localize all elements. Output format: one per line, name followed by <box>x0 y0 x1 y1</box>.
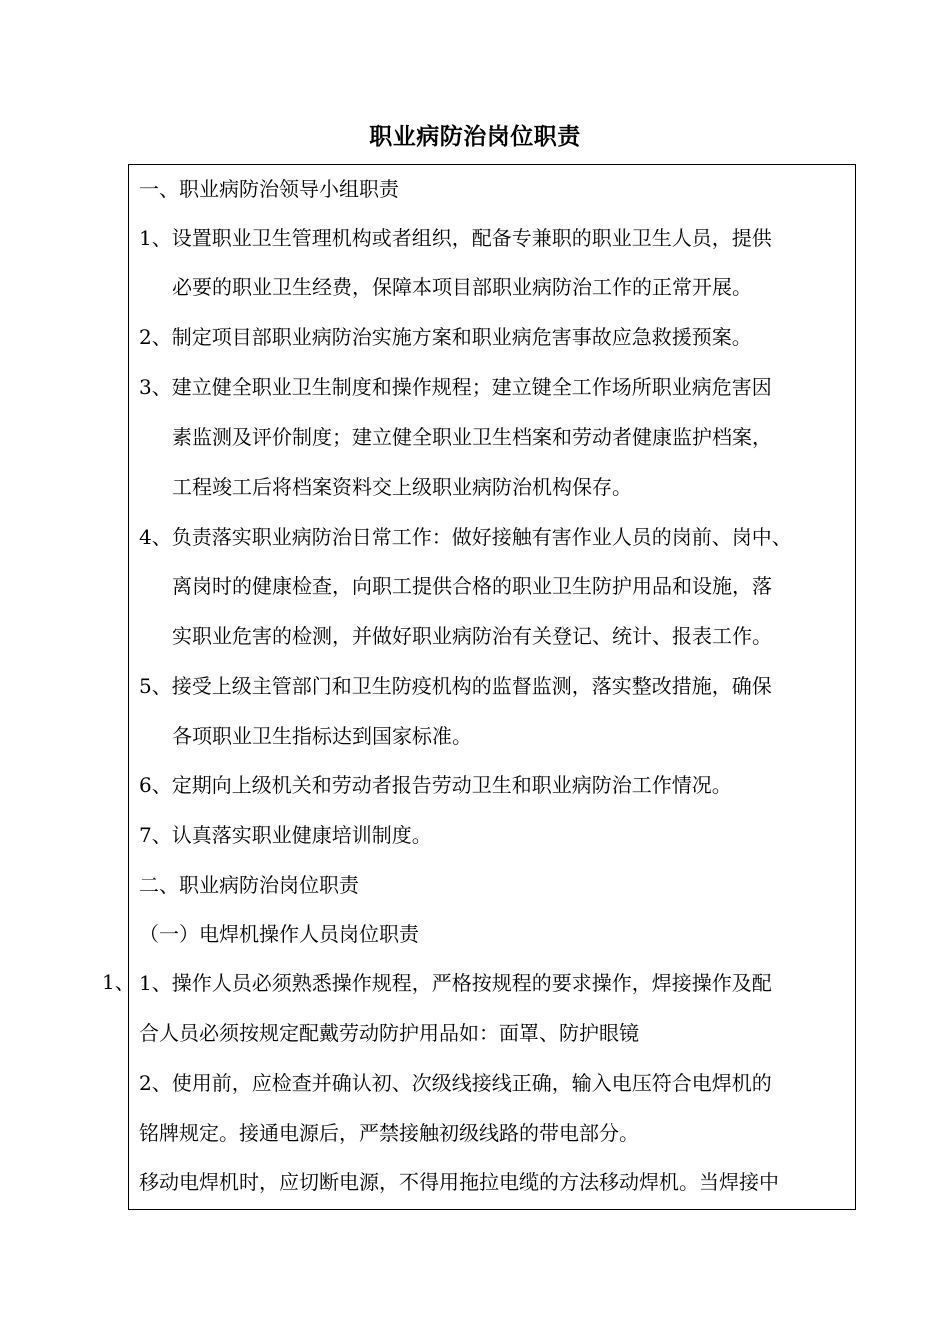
paragraph-line: 3、建立健全职业卫生制度和操作规程；建立键全工作场所职业病危害因 <box>139 375 772 399</box>
paragraph-line: 移动电焊机时，应切断电源，不得用拖拉电缆的方法移动焊机。当焊接中 <box>139 1170 779 1194</box>
paragraph-line: 工程竣工后将档案资料交上级职业病防治机构保存。 <box>172 475 632 499</box>
document-title: 职业病防治岗位职责 <box>369 124 581 150</box>
paragraph-line: 各项职业卫生指标达到国家标准。 <box>172 724 472 748</box>
paragraph-line: 实职业危害的检测，并做好职业病防治有关登记、统计、报表工作。 <box>172 624 772 648</box>
paragraph-line: 5、接受上级主管部门和卫生防疫机构的监督监测，落实整改措施，确保 <box>139 674 772 698</box>
paragraph-line: 7、认真落实职业健康培训制度。 <box>139 823 432 847</box>
paragraph-line: 离岗时的健康检查，向职工提供合格的职业卫生防护用品和设施，落 <box>172 574 772 598</box>
margin-number-mark: 1、 <box>102 970 135 994</box>
section-heading-2: 二、职业病防治岗位职责 <box>139 873 359 897</box>
paragraph-line: 铭牌规定。接通电源后，严禁接触初级线路的带电部分。 <box>139 1121 639 1145</box>
paragraph-line: 必要的职业卫生经费，保障本项目部职业病防治工作的正常开展。 <box>172 275 752 299</box>
paragraph-line: 6、定期向上级机关和劳动者报告劳动卫生和职业病防治工作情况。 <box>139 773 732 797</box>
paragraph-line: 1、设置职业卫生管理机构或者组织，配备专兼职的职业卫生人员，提供 <box>139 226 772 250</box>
paragraph-line: 2、制定项目部职业病防治实施方案和职业病危害事故应急救援预案。 <box>139 325 752 349</box>
paragraph-line: 素监测及评价制度；建立健全职业卫生档案和劳动者健康监护档案， <box>172 425 772 449</box>
paragraph-line: 合人员必须按规定配戴劳动防护用品如：面罩、防护眼镜 <box>139 1021 639 1045</box>
paragraph-line: 4、负责落实职业病防治日常工作：做好接触有害作业人员的岗前、岗中、 <box>139 525 792 549</box>
paragraph-line: 1、操作人员必须熟悉操作规程，严格按规程的要求操作，焊接操作及配 <box>139 971 772 995</box>
subsection-heading: （一）电焊机操作人员岗位职责 <box>139 922 419 946</box>
section-heading-1: 一、职业病防治领导小组职责 <box>139 177 399 201</box>
paragraph-line: 2、使用前，应检查并确认初、次级线接线正确，输入电压符合电焊机的 <box>139 1071 772 1095</box>
content-table-cell <box>128 164 856 1210</box>
